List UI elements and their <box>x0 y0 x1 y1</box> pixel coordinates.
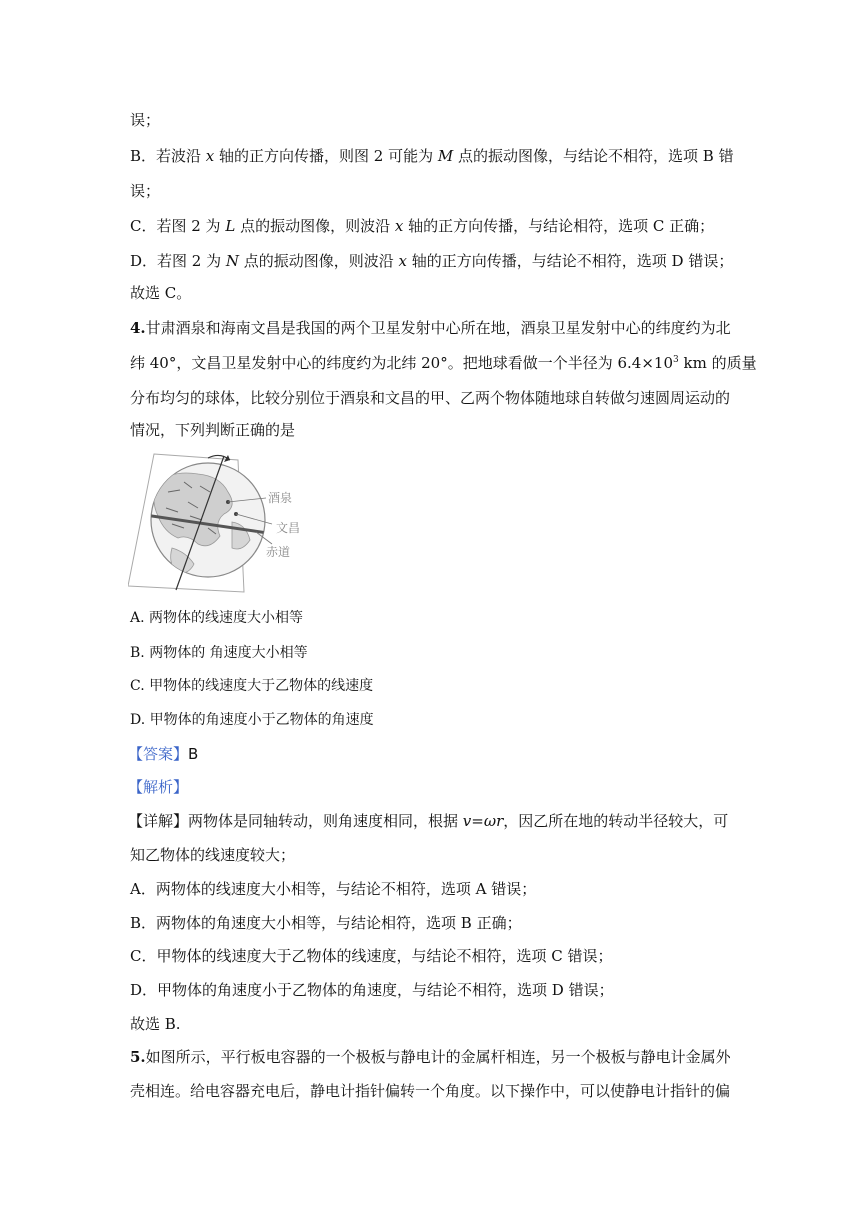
option-c: C. 甲物体的线速度大于乙物体的线速度 <box>130 678 374 694</box>
answer-tag: 【答案】 <box>128 745 189 763</box>
answer-value: B <box>188 745 199 763</box>
option-a: A. 两物体的线速度大小相等 <box>130 610 304 626</box>
answer-line <box>128 744 198 764</box>
detail-line1: 【详解】两物体是同轴转动，则角速度相同，根据 v=ωr，因乙所在地的转动半径较大，可 <box>128 812 729 830</box>
label-wenchang: 文昌 <box>276 521 301 535</box>
question-number: 4. <box>130 319 146 337</box>
detail-tag: 【详解】 <box>128 812 189 830</box>
analysis-tag: 【解析】 <box>128 778 189 796</box>
q4-stem-line4: 情况，下列判断正确的是 <box>130 421 296 439</box>
label-jiuquan: 酒泉 <box>268 491 293 505</box>
q4-stem-line1: 4.甘肃酒泉和海南文昌是我国的两个卫星发射中心所在地，酒泉卫星发射中心的纬度约为北 <box>130 319 731 337</box>
explanation-c: C．甲物体的线速度大于乙物体的线速度，与结论不相符，选项 C 错误； <box>130 947 613 965</box>
q3-option-d-explanation: D．若图 2 为 N 点的振动图像，则波沿 x 轴的正方向传播，与结论不相符，选项 D 错误； <box>130 252 734 270</box>
q5-stem-line1: 5.如图所示，平行板电容器的一个极板与静电计的金属杆相连，另一个极板与静电计金属外 <box>130 1048 731 1066</box>
detail-line2: 知乙物体的线速度较大； <box>130 846 296 864</box>
option-b: B. 两物体的 角速度大小相等 <box>130 645 308 661</box>
question-number: 5. <box>130 1048 146 1066</box>
q3-option-c-explanation: C．若图 2 为 L 点的振动图像，则波沿 x 轴的正方向传播，与结论相符，选项 C 正确； <box>130 217 715 235</box>
q5-stem-line2: 壳相连。给电容器充电后，静电计指针偏转一个角度。以下操作中，可以使静电计指针的偏 <box>130 1082 731 1100</box>
formula: v=ωr <box>462 812 504 830</box>
q3-conclusion: 故选 C。 <box>130 284 192 302</box>
q4-stem-line3: 分布均匀的球体，比较分别位于酒泉和文昌的甲、乙两个物体随地球自转做匀速圆周运动的 <box>130 389 731 407</box>
q3-text-line: 误； <box>130 111 161 129</box>
label-equator: 赤道 <box>266 545 291 559</box>
option-d: D. 甲物体的角速度小于乙物体的角速度 <box>130 712 374 728</box>
q4-stem-line2: 纬 40°，文昌卫星发射中心的纬度约为北纬 20°。把地球看做一个半径为 $6.4\times 10^3$ km 的质量 <box>130 354 757 372</box>
q3-option-b-explanation: B．若波沿 x 轴的正方向传播，则图 2 可能为 M 点的振动图像，与结论不相符，选项 B 错 <box>130 147 734 165</box>
globe-figure <box>128 452 308 594</box>
explanation-b: B．两物体的角速度大小相等，与结论相符，选项 B 正确； <box>130 914 522 932</box>
explanation-d: D．甲物体的角速度小于乙物体的角速度，与结论不相符，选项 D 错误； <box>130 981 614 999</box>
q3-text-line: 误； <box>130 182 161 200</box>
q4-conclusion: 故选 B. <box>130 1015 181 1033</box>
explanation-a: A．两物体的线速度大小相等，与结论不相符，选项 A 错误； <box>130 880 537 898</box>
